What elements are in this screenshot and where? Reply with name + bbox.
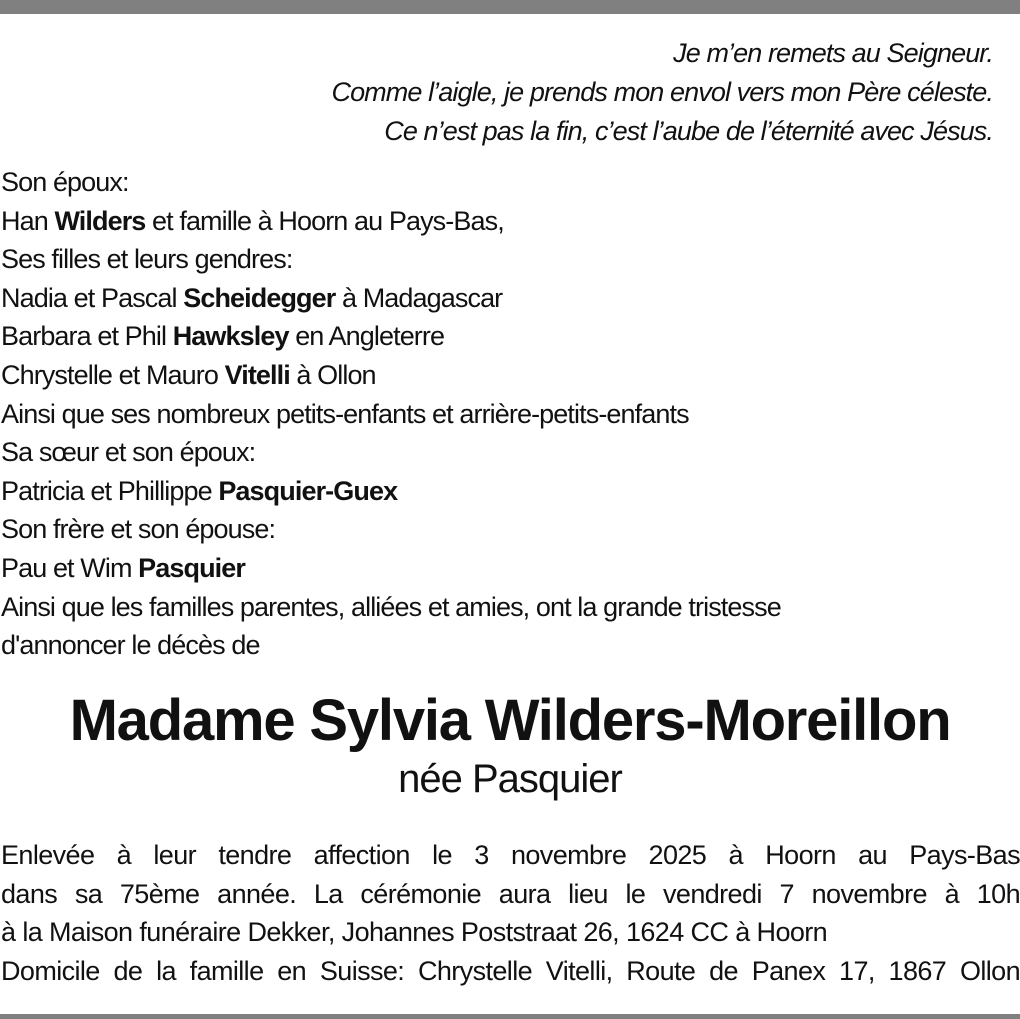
bottom-rule xyxy=(0,1014,1020,1019)
given-names: Pau et Wim xyxy=(1,552,139,583)
verse-line: Ce n’est pas la fin, c’est l’aube de l’éternité avec Jésus. xyxy=(384,116,993,146)
maiden-name: née Pasquier xyxy=(398,757,622,801)
family-line xyxy=(1,317,781,356)
given-names: Nadia et Pascal xyxy=(1,282,184,313)
deceased-name: Madame Sylvia Wilders-Moreillon xyxy=(69,688,951,753)
family-line: d'annoncer le décès de xyxy=(1,630,260,661)
surname: Pasquier-Guex xyxy=(218,475,398,506)
given-names: Patricia et Phillippe xyxy=(1,475,219,506)
surname: Hawksley xyxy=(172,321,289,352)
surname: Vitelli xyxy=(224,359,290,390)
verse-line: Je m’en remets au Seigneur. xyxy=(673,38,993,68)
family-line: Ainsi que ses nombreux petits-enfants et arrière-petits-enfants xyxy=(1,398,689,429)
family-line: Son époux: xyxy=(1,167,129,197)
details-line: dans sa 75ème année. La cérémonie aura lieu le vendredi 7 novembre à 10h xyxy=(1,878,1020,909)
family-line: Ainsi que les familles parentes, alliées et amies, ont la grande tristesse xyxy=(1,591,781,622)
family-line xyxy=(1,356,781,395)
family-list xyxy=(1,163,781,665)
given-names: Barbara et Phil xyxy=(1,321,173,352)
given-names: Han xyxy=(1,205,55,236)
location: et famille à Hoorn au Pays-Bas, xyxy=(145,205,504,236)
ceremony-details xyxy=(1,836,1020,990)
location: à Ollon xyxy=(289,359,376,390)
surname: Wilders xyxy=(54,205,146,236)
family-line: Ses filles et leurs gendres: xyxy=(1,244,293,275)
surname: Pasquier xyxy=(138,552,245,583)
given-names: Chrystelle et Mauro xyxy=(1,359,225,390)
details-line: Domicile de la famille en Suisse: Chrystelle Vitelli, Route de Panex 17, 1867 Ollon xyxy=(1,955,1020,986)
family-line xyxy=(1,549,781,588)
family-line: Sa sœur et son époux: xyxy=(1,437,256,468)
location: à Madagascar xyxy=(335,282,503,313)
details-line: Enlevée à leur tendre affection le 3 novembre 2025 à Hoorn au Pays-Bas xyxy=(1,840,1020,870)
verse-block xyxy=(331,34,993,151)
family-line xyxy=(1,202,781,241)
deceased-block xyxy=(0,688,1020,804)
family-line xyxy=(1,279,781,318)
family-line: Son frère et son épouse: xyxy=(1,514,276,545)
family-line xyxy=(1,472,781,511)
verse-line: Comme l’aigle, je prends mon envol vers mon Père céleste. xyxy=(331,77,993,107)
details-line: à la Maison funéraire Dekker, Johannes Poststraat 26, 1624 CC à Hoorn xyxy=(1,917,828,947)
location: en Angleterre xyxy=(288,321,445,352)
surname: Scheidegger xyxy=(183,282,336,313)
top-rule xyxy=(0,0,1020,14)
